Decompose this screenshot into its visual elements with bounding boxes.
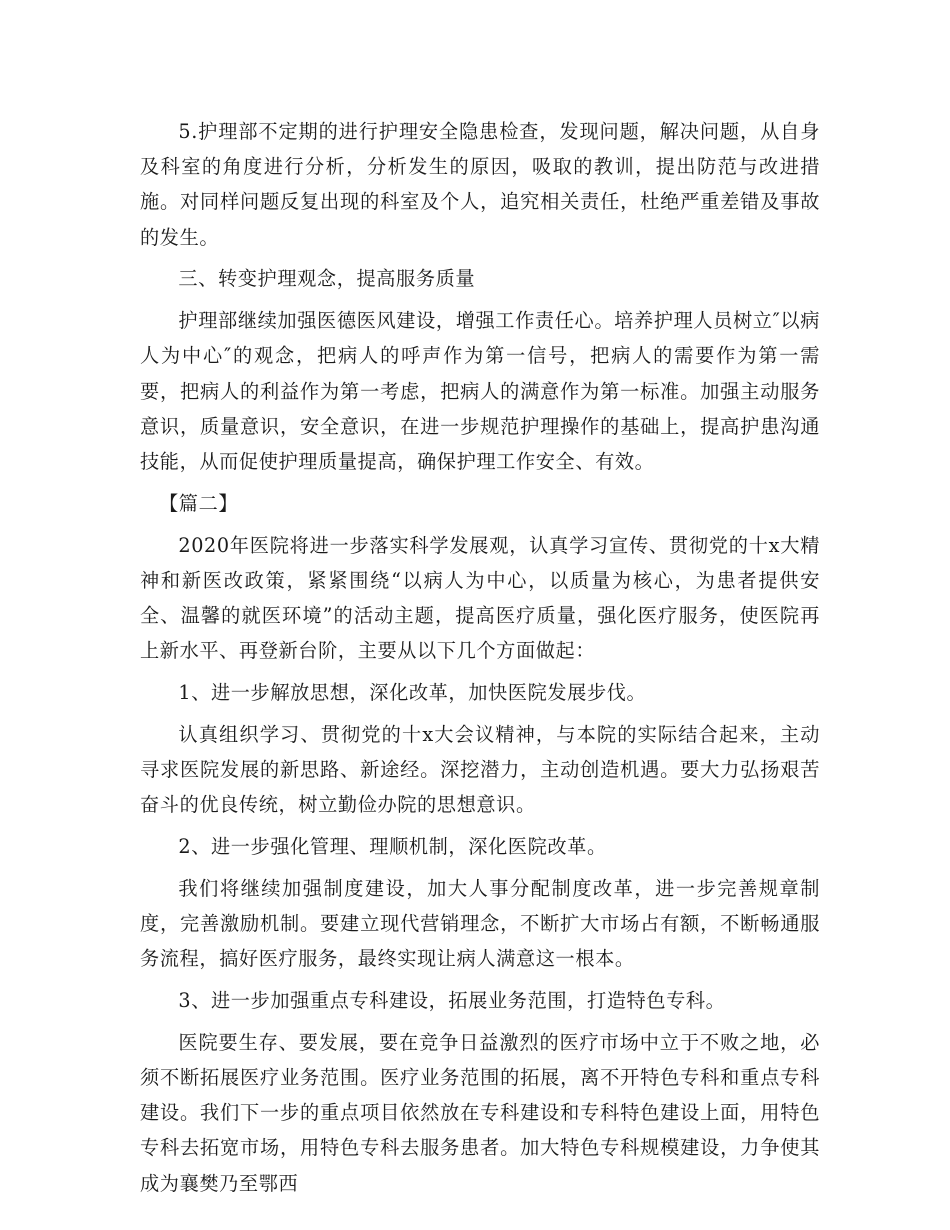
paragraph-safety-inspection: 5.护理部不定期的进行护理安全隐患检查，发现问题，解决问题，从自身及科室的角度进行分析，分析发生的原因，吸取的教训，提出防范与改进措施。对同样问题反复出现的科室及个人，追究相关责任，杜绝严重差错及事故的发生。 xyxy=(140,120,820,249)
item-heading-1: 1、进一步解放思想，深化改革，加快医院发展步伐。 xyxy=(178,681,647,705)
document-body xyxy=(140,114,820,1207)
item-heading-2: 2、进一步强化管理、理顺机制，深化医院改革。 xyxy=(178,835,607,859)
paragraph-2020-plan: 2020年医院将进一步落实科学发展观，认真学习宣传、贯彻党的十x大精神和新医改政策，紧紧围绕“以病人为中心，以质量为核心，为患者提供安全、温馨的就医环境”的活动主题，提高医疗质量，强化医疗服务，使医院再上新水平、再登新台阶，主要从以下几个方面做起： xyxy=(140,533,820,663)
paragraph-item-2: 我们将继续加强制度建设，加大人事分配制度改革，进一步完善规章制度，完善激励机制。要建立现代营销理念，不断扩大市场占有额，不断畅通服务流程，搞好医疗服务，最终实现让病人满意这一根本。 xyxy=(140,876,820,971)
paragraph-item-1: 认真组织学习、贯彻党的十x大会议精神，与本院的实际结合起来，主动寻求医院发展的新思路、新途经。深挖潜力，主动创造机遇。要大力弘扬艰苦奋斗的优良传统，树立勤俭办院的思想意识。 xyxy=(140,722,820,817)
part-two-marker: 【篇二】 xyxy=(159,491,239,515)
paragraph-medical-ethics: 护理部继续加强医德医风建设，增强工作责任心。培养护理人员树立″以病人为中心″的观念，把病人的呼声作为第一信号，把病人的需要作为第一需要，把病人的利益作为第一考虑，把病人的满意作为第一标准。加强主动服务意识，质量意识，安全意识，在进一步规范护理操作的基础上，提高护患沟通技能，从而促使护理质量提高，确保护理工作安全、有效。 xyxy=(140,309,820,474)
section-heading-nursing-concept: 三、转变护理观念，提高服务质量 xyxy=(178,267,476,291)
paragraph-item-3: 医院要生存、要发展，要在竞争日益激烈的医疗市场中立于不败之地，必须不断拓展医疗业务范围。医疗业务范围的拓展，离不开特色专科和重点专科建设。我们下一步的重点项目依然放在专科建设和专科特色建设上面，用特色专科去拓宽市场，用特色专科去服务患者。加大特色专科规模建设，力争使其成为襄樊乃至鄂西 xyxy=(140,1030,820,1195)
item-heading-3: 3、进一步加强重点专科建设，拓展业务范围，打造特色专科。 xyxy=(178,989,726,1013)
